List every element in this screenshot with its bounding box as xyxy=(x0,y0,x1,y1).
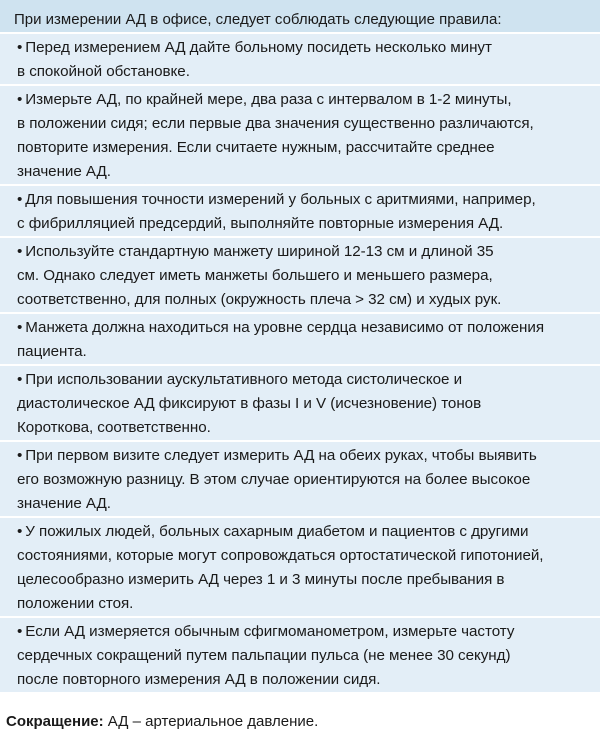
rule-text: Измерьте АД, по крайней мере, два раза с интервалом в 1-2 минуты, xyxy=(25,91,512,108)
rule-text: повторите измерения. Если считаете нужным, рассчитайте среднее xyxy=(17,139,495,156)
rule-item xyxy=(0,518,600,618)
rule-text: сердечных сокращений путем пальпации пульса (не менее 30 секунд) xyxy=(17,647,511,664)
bullet-icon: • xyxy=(17,623,23,640)
rule-text: При использовании аускультативного метода систолическое и xyxy=(25,371,462,388)
rule-item xyxy=(0,86,600,186)
bullet-icon: • xyxy=(17,91,23,108)
rule-line xyxy=(17,492,600,516)
bullet-icon: • xyxy=(17,319,23,336)
rule-line xyxy=(17,112,600,136)
rule-text: Используйте стандартную манжету шириной 12-13 см и длиной 35 xyxy=(25,243,494,260)
rule-line xyxy=(17,160,600,184)
rule-item xyxy=(0,366,600,442)
rule-item xyxy=(0,238,600,314)
bullet-icon: • xyxy=(17,39,23,56)
rule-line xyxy=(17,392,600,416)
rule-text: соответственно, для полных (окружность плеча > 32 см) и худых рук. xyxy=(17,291,502,308)
rule-line xyxy=(17,368,600,392)
table-header: При измерении АД в офисе, следует соблюдать следующие правила: xyxy=(0,0,600,34)
rule-text: значение АД. xyxy=(17,495,111,512)
rule-line xyxy=(17,136,600,160)
rule-text: в спокойной обстановке. xyxy=(17,63,190,80)
rule-item xyxy=(0,34,600,86)
rule-text: значение АД. xyxy=(17,163,111,180)
rule-text: диастолическое АД фиксируют в фазы I и V (исчезновение) тонов xyxy=(17,395,482,412)
rule-item xyxy=(0,442,600,518)
rule-item xyxy=(0,314,600,366)
rule-line xyxy=(17,416,600,440)
rule-text: Перед измерением АД дайте больному посидеть несколько минут xyxy=(25,39,492,56)
abbreviation-label: Сокращение: xyxy=(6,713,104,730)
rule-line xyxy=(17,212,600,236)
rule-text: У пожилых людей, больных сахарным диабетом и пациентов с другими xyxy=(25,523,529,540)
rule-line xyxy=(17,60,600,84)
rule-line xyxy=(17,188,600,212)
rule-line xyxy=(17,592,600,616)
bullet-icon: • xyxy=(17,243,23,260)
bullet-icon: • xyxy=(17,191,23,208)
rule-line xyxy=(17,340,600,364)
rule-item xyxy=(0,618,600,694)
rule-text: положении стоя. xyxy=(17,595,134,612)
rule-text: Если АД измеряется обычным сфигмоманометром, измерьте частоту xyxy=(25,623,515,640)
rule-text: с фибрилляцией предсердий, выполняйте повторные измерения АД. xyxy=(17,215,504,232)
rule-line xyxy=(17,544,600,568)
bullet-icon: • xyxy=(17,447,23,464)
rule-text: Для повышения точности измерений у больных с аритмиями, например, xyxy=(25,191,536,208)
rule-text: целесообразно измерить АД через 1 и 3 минуты после пребывания в xyxy=(17,571,505,588)
bullet-icon: • xyxy=(17,371,23,388)
abbreviation-text: АД – артериальное давление. xyxy=(103,713,319,730)
rule-line xyxy=(17,444,600,468)
rule-line xyxy=(17,668,600,692)
rule-line xyxy=(17,240,600,264)
rule-text: При первом визите следует измерить АД на обеих руках, чтобы выявить xyxy=(25,447,537,464)
bullet-icon: • xyxy=(17,523,23,540)
rule-item xyxy=(0,186,600,238)
rule-text: его возможную разницу. В этом случае ориентируются на более высокое xyxy=(17,471,531,488)
rule-line xyxy=(17,620,600,644)
rule-line xyxy=(17,468,600,492)
rule-text: см. Однако следует иметь манжеты большего и меньшего размера, xyxy=(17,267,493,284)
rule-line xyxy=(17,568,600,592)
rule-text: Манжета должна находиться на уровне сердца независимо от положения xyxy=(25,319,544,336)
rule-text: пациента. xyxy=(17,343,87,360)
rule-line xyxy=(17,520,600,544)
rule-line xyxy=(17,288,600,312)
rule-text: после повторного измерения АД в положении сидя. xyxy=(17,671,381,688)
rule-text: в положении сидя; если первые два значения существенно различаются, xyxy=(17,115,534,132)
rule-line xyxy=(17,36,600,60)
abbreviation-note xyxy=(6,711,318,733)
rule-text: состояниями, которые могут сопровождаться ортостатической гипотонией, xyxy=(17,547,544,564)
rules-list xyxy=(0,34,600,694)
rule-line xyxy=(17,644,600,668)
rule-line xyxy=(17,88,600,112)
rule-line xyxy=(17,316,600,340)
rule-text: Короткова, соответственно. xyxy=(17,419,211,436)
rule-line xyxy=(17,264,600,288)
